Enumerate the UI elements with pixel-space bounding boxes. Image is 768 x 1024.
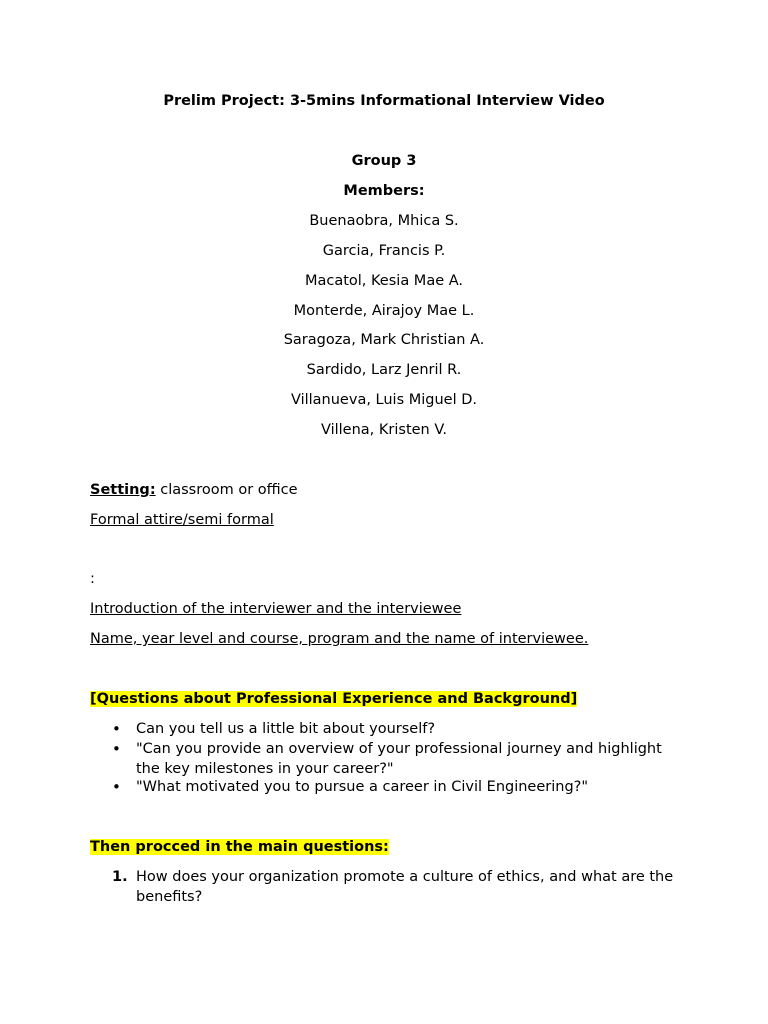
member-name: Sardido, Larz Jenril R.	[306, 362, 462, 378]
bullet-icon: •	[112, 720, 121, 738]
section-heading-background	[90, 690, 577, 708]
member-name: Garcia, Francis P.	[322, 243, 446, 259]
member-name: Villanueva, Luis Miguel D.	[290, 392, 478, 408]
highlighted-heading: [Questions about Professional Experience and Background]	[90, 691, 578, 707]
setting-value: classroom or office	[155, 482, 298, 498]
list-number: 1.	[112, 869, 128, 885]
colon-line: :	[90, 571, 95, 587]
numbered-item: How does your organization promote a culture of ethics, and what are the benefits?	[136, 869, 674, 905]
document-title: Prelim Project: 3-5mins Informational Interview Video	[163, 93, 605, 109]
highlighted-heading: Then procced in the main questions:	[90, 839, 389, 855]
bullet-icon: •	[112, 740, 121, 758]
bullet-item: Can you tell us a little bit about yourself?	[136, 721, 436, 737]
attire-line: Formal attire/semi formal	[90, 512, 274, 528]
member-name: Buenaobra, Mhica S.	[309, 213, 459, 229]
member-name: Saragoza, Mark Christian A.	[283, 332, 485, 348]
member-name: Macatol, Kesia Mae A.	[304, 273, 464, 289]
member-name: Monterde, Airajoy Mae L.	[293, 303, 475, 319]
bullet-item: "What motivated you to pursue a career in Civil Engineering?"	[136, 779, 589, 795]
intro-line: Introduction of the interviewer and the interviewee	[90, 601, 462, 617]
bullet-icon: •	[112, 778, 121, 796]
group-label: Group 3	[351, 153, 417, 169]
member-name: Villena, Kristen V.	[320, 422, 448, 438]
section-heading-main	[90, 838, 389, 856]
intro-details-line: Name, year level and course, program and the name of interviewee.	[90, 631, 589, 647]
setting-line	[90, 481, 298, 499]
bullet-item: "Can you provide an overview of your professional journey and highlight the key milestones in your career?"	[136, 741, 662, 777]
members-heading: Members:	[343, 183, 425, 199]
setting-label: Setting:	[90, 482, 156, 498]
